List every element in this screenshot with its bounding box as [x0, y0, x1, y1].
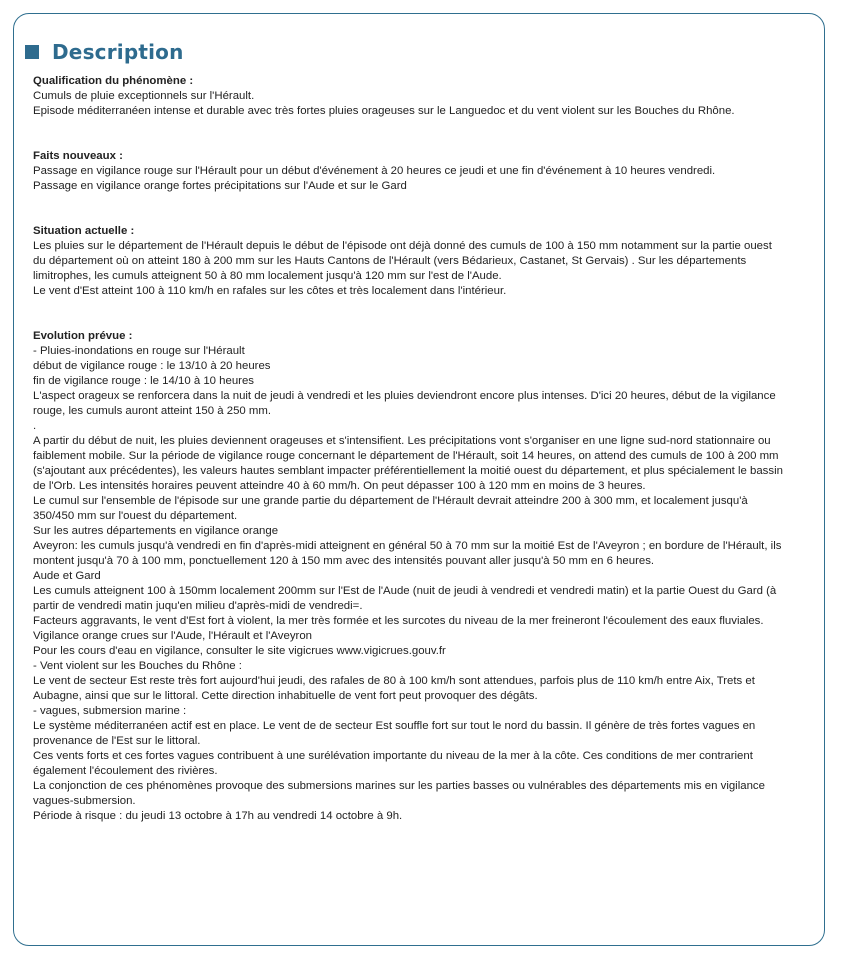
text-line: Passage en vigilance rouge sur l'Hérault pour un début d'événement à 20 heures ce jeudi et une fin d'événement à 10 heures vendredi.: [33, 165, 716, 177]
section-title: Qualification du phénomène :: [33, 75, 194, 87]
section-faits-nouveaux: [33, 149, 785, 194]
text-line: Vigilance orange crues sur l'Aude, l'Hérault et l'Aveyron: [33, 630, 312, 642]
text-line: L'aspect orageux se renforcera dans la nuit de jeudi à vendredi et les pluies deviendront encore plus intenses. D'ici 20 heures, début de la vigilance rouge, les cumuls auront atteint 150 à 250 mm.: [33, 390, 776, 417]
text-line: - Vent violent sur les Bouches du Rhône :: [33, 660, 242, 672]
text-line: Les pluies sur le département de l'Hérault depuis le début de l'épisode ont déjà donné des cumuls de 100 à 150 mm notamment sur la partie ouest du département où on atteint 180 à 200 mm sur les Hauts Cantons de l'Hérault (vers Bédarieux, Castanet, St Gervais) . Sur les départements limitrophes, les cumuls atteignent 50 à 80 mm localement jusqu'à 120 mm sur l'est de l'Aude.: [33, 240, 772, 282]
section-title: Faits nouveaux :: [33, 150, 123, 162]
text-line: Le cumul sur l'ensemble de l'épisode sur une grande partie du département de l'Hérault devrait atteindre 200 à 300 mm, et localement jusqu'à 350/450 mm sur l'ouest du département.: [33, 495, 748, 522]
text-line: Sur les autres départements en vigilance orange: [33, 525, 279, 537]
description-content: [33, 74, 785, 824]
text-line: A partir du début de nuit, les pluies deviennent orageuses et s'intensifient. Les précipitations vont s'organiser en une ligne sud-nord stationnaire ou faiblement mobile. Sur la période de vigilance rouge concernant le département de l'Hérault, soit 14 heures, on attend des cumuls de 100 à 200 mm (s'ajoutant aux précédentes), les valeurs hautes semblant impacter préférentiellement la moitié ouest du département, et plus spécialement le bassin de l'Orb. Les intensités horaires peuvent atteindre 40 à 60 mm/h. On peut dépasser 100 à 120 mm en moins de 3 heures.: [33, 435, 783, 492]
text-line: Période à risque : du jeudi 13 octobre à 17h au vendredi 14 octobre à 9h.: [33, 810, 403, 822]
text-line: début de vigilance rouge : le 13/10 à 20 heures: [33, 360, 271, 372]
text-line: - Pluies-inondations en rouge sur l'Hérault: [33, 345, 245, 357]
text-line: Aveyron: les cumuls jusqu'à vendredi en fin d'après-midi atteignent en général 50 à 70 mm sur la moitié Est de l'Aveyron ; en bordure de l'Hérault, ils montent jusqu'à 70 à 100 mm, ponctuellement 120 à 150 mm avec des intensités pouvant aller jusqu'à 50 mm en 6 heures.: [33, 540, 782, 567]
text-line: Le vent d'Est atteint 100 à 110 km/h en rafales sur les côtes et très localement dans l'intérieur.: [33, 285, 507, 297]
text-line: Cumuls de pluie exceptionnels sur l'Hérault.: [33, 90, 255, 102]
vigicrues-link-text: Pour les cours d'eau en vigilance, consulter le site vigicrues www.vigicrues.gouv.fr: [33, 645, 446, 657]
square-bullet-icon: [25, 45, 39, 59]
text-line: fin de vigilance rouge : le 14/10 à 10 heures: [33, 375, 255, 387]
text-line: Le système méditerranéen actif est en place. Le vent de de secteur Est souffle fort sur tout le nord du bassin. Il génère de très fortes vagues en provenance de l'Est sur le littoral.: [33, 720, 756, 747]
text-line: .: [33, 420, 37, 432]
text-line: Facteurs aggravants, le vent d'Est fort à violent, la mer très formée et les surcotes du niveau de la mer freineront l'écoulement des eaux fluviales.: [33, 615, 764, 627]
text-line: La conjonction de ces phénomènes provoque des submersions marines sur les parties basses ou vulnérables des départements mis en vigilance vagues-submersion.: [33, 780, 765, 807]
section-evolution-prevue: [33, 329, 785, 824]
text-line: Aude et Gard: [33, 570, 101, 582]
section-situation-actuelle: [33, 224, 785, 299]
text-line: - vagues, submersion marine :: [33, 705, 187, 717]
text-line: Le vent de secteur Est reste très fort aujourd'hui jeudi, des rafales de 80 à 100 km/h sont attendues, parfois plus de 110 km/h entre Aix, Trets et Aubagne, ainsi que sur le littoral. Cette direction inhabituelle de vent fort peut provoquer des dégâts.: [33, 675, 755, 702]
section-title: Situation actuelle :: [33, 225, 135, 237]
text-line: Ces vents forts et ces fortes vagues contribuent à une surélévation importante du niveau de la mer à la côte. Ces conditions de mer contrarient également l'écoulement des rivières.: [33, 750, 753, 777]
section-title: Evolution prévue :: [33, 330, 133, 342]
section-qualification: [33, 74, 785, 119]
text-line: Passage en vigilance orange fortes précipitations sur l'Aude et sur le Gard: [33, 180, 407, 192]
text-line: Episode méditerranéen intense et durable avec très fortes pluies orageuses sur le Languedoc et du vent violent sur les Bouches du Rhône.: [33, 105, 735, 117]
text-line: Les cumuls atteignent 100 à 150mm localement 200mm sur l'Est de l'Aude (nuit de jeudi à vendredi et vendredi matin) et la partie Ouest du Gard (à partir de vendredi matin juqu'en milieu d'après-midi de vendredi=.: [33, 585, 777, 612]
panel-title: Description: [52, 40, 184, 64]
panel-heading: [25, 37, 184, 67]
